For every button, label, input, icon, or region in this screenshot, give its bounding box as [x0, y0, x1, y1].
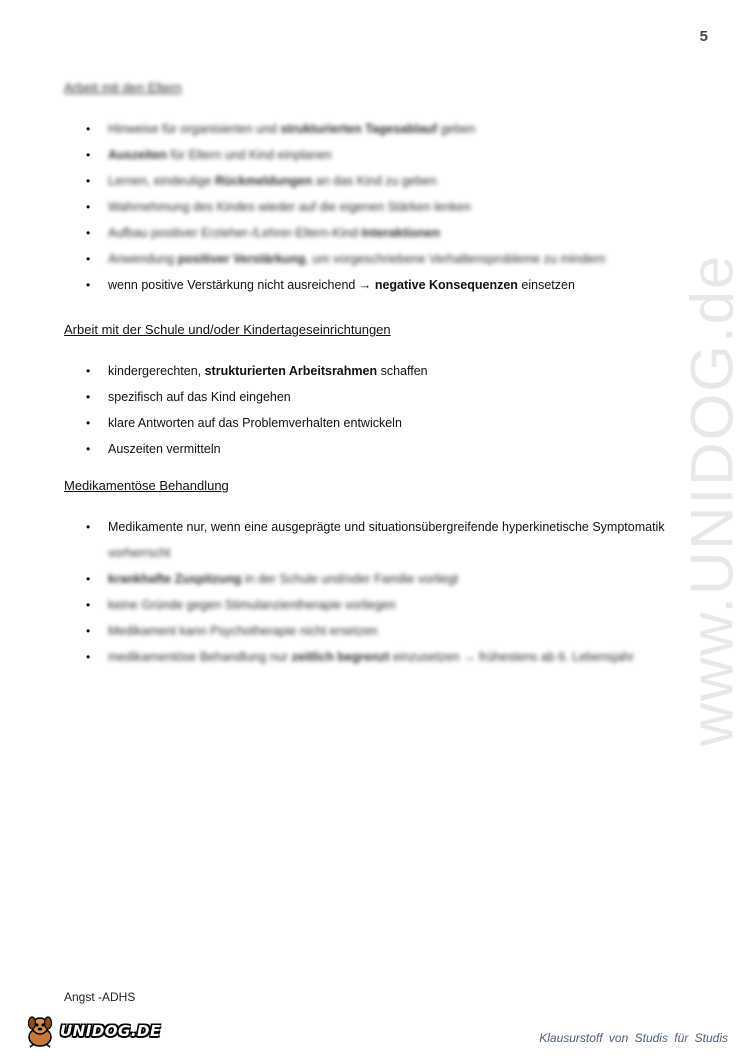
- list-item-text: [108, 598, 396, 612]
- bullet-list: [64, 116, 704, 298]
- bullet-dot-icon: •: [86, 390, 91, 404]
- bullet-dot-icon: •: [86, 650, 91, 664]
- text-run: Aufbau positiver Erzieher-/Lehrer-Eltern-Kind-: [108, 226, 362, 240]
- list-item: [64, 220, 704, 246]
- bullet-dot-icon: •: [86, 364, 91, 378]
- text-run: vorherrscht: [108, 546, 171, 560]
- bold-text: strukturierten Arbeitsrahmen: [204, 364, 378, 378]
- text-run: Wahrnehmung des Kindes wieder auf die eigenen Stärken lenken: [108, 200, 471, 214]
- bullet-dot-icon: •: [86, 200, 91, 214]
- list-item: [64, 410, 704, 436]
- footer-label: Angst -ADHS: [64, 990, 136, 1004]
- bold-text: positiver Verstärkung: [177, 252, 306, 266]
- list-item-text: [108, 390, 291, 404]
- arrow-right-icon: →: [358, 278, 372, 292]
- bold-text: Rückmeldungen: [215, 174, 313, 188]
- bold-text: krankhafte Zuspitzung: [108, 572, 242, 586]
- list-item: [64, 272, 704, 298]
- list-item: [64, 566, 704, 592]
- text-run: keine Gründe gegen Stimulanzientherapie vorliegen: [108, 598, 396, 612]
- bold-text: strukturierten Tagesablauf: [280, 122, 438, 136]
- list-item: [64, 142, 704, 168]
- section-title: Medikamentöse Behandlung: [64, 478, 229, 493]
- text-run: wenn positive Verstärkung nicht ausreichend: [108, 278, 359, 292]
- bullet-dot-icon: •: [86, 416, 91, 430]
- text-run: Medikamente nur, wenn eine ausgeprägte und situationsübergreifende hyperkinetische Symptomatik: [108, 520, 665, 534]
- list-item: [64, 358, 704, 384]
- list-item-text: [108, 364, 428, 378]
- list-item: [64, 168, 704, 194]
- bold-text: negative Konsequenzen: [374, 278, 518, 292]
- page-number: 5: [699, 28, 708, 45]
- bold-text: Auszeiten: [108, 148, 168, 162]
- bold-text: zeitlich begrenzt: [291, 650, 390, 664]
- bullet-dot-icon: •: [86, 598, 91, 612]
- list-item-text: [108, 572, 458, 586]
- section-title: Arbeit mit den Eltern: [64, 80, 182, 95]
- text-run: schaffen: [377, 364, 428, 378]
- list-item: [64, 384, 704, 410]
- section-school: [64, 320, 704, 462]
- text-run: Anwendung: [108, 252, 178, 266]
- unidog-logo[interactable]: [22, 1013, 161, 1049]
- list-item: [64, 116, 704, 142]
- section-medication: [64, 476, 704, 670]
- list-item-text: [108, 520, 665, 560]
- list-item-text: [108, 442, 221, 456]
- list-item-text: [108, 226, 440, 240]
- text-run: geben: [437, 122, 476, 136]
- text-run: kindergerechten,: [108, 364, 205, 378]
- document-body: [64, 78, 704, 670]
- list-item-text: [108, 148, 332, 162]
- list-item-text: [108, 122, 475, 136]
- text-run: Hinweise für organisierten und: [108, 122, 281, 136]
- text-run: medikamentöse Behandlung nur: [108, 650, 292, 664]
- bullet-dot-icon: •: [86, 572, 91, 586]
- watermark: www.UNIDOG.de: [678, 253, 746, 747]
- logo-text: UNIDOG.DE: [60, 1022, 161, 1040]
- list-item: [64, 514, 704, 566]
- bullet-dot-icon: •: [86, 174, 91, 188]
- list-item: [64, 194, 704, 220]
- list-item-text: [108, 416, 402, 430]
- text-run: Medikament kann Psychotherapie nicht ersetzen: [108, 624, 378, 638]
- footer-tagline: Klausurstoff von Studis für Studis: [539, 1031, 728, 1045]
- list-item: [64, 644, 704, 670]
- text-run: , um vorgeschriebene Verhaltensprobleme zu mindern: [305, 252, 606, 266]
- text-run: in der Schule und/oder Familie vorliegt: [241, 572, 459, 586]
- text-run: einsetzen: [517, 278, 575, 292]
- dog-mascot-icon: [22, 1013, 58, 1049]
- bullet-dot-icon: •: [86, 252, 91, 266]
- bullet-dot-icon: •: [86, 624, 91, 638]
- bullet-dot-icon: •: [86, 520, 91, 534]
- text-run: Auszeiten vermitteln: [108, 442, 221, 456]
- text-run: spezifisch auf das Kind eingehen: [108, 390, 291, 404]
- section-title: Arbeit mit der Schule und/oder Kindertageseinrichtungen: [64, 322, 391, 337]
- list-item-text: [108, 650, 634, 664]
- list-item-text: [108, 174, 437, 188]
- list-item-text: [108, 278, 575, 292]
- list-item: [64, 618, 704, 644]
- bullet-dot-icon: •: [86, 122, 91, 136]
- bullet-dot-icon: •: [86, 278, 91, 292]
- text-run: für Eltern und Kind einplanen: [167, 148, 332, 162]
- bold-text: Interaktionen: [361, 226, 441, 240]
- list-item-text: [108, 200, 471, 214]
- list-item: [64, 592, 704, 618]
- bullet-dot-icon: •: [86, 148, 91, 162]
- text-run: Lernen, eindeutige: [108, 174, 216, 188]
- bullet-dot-icon: •: [86, 442, 91, 456]
- bullet-list: [64, 514, 704, 670]
- bullet-dot-icon: •: [86, 226, 91, 240]
- list-item-text: [108, 624, 378, 638]
- text-run: an das Kind zu geben: [312, 174, 437, 188]
- text-run: einzusetzen → frühestens ab 6. Lebensjahr: [389, 650, 635, 664]
- list-item: [64, 246, 704, 272]
- list-item-text: [108, 252, 606, 266]
- section-parents: [64, 78, 704, 298]
- bullet-list: [64, 358, 704, 462]
- text-run: klare Antworten auf das Problemverhalten entwickeln: [108, 416, 402, 430]
- list-item: [64, 436, 704, 462]
